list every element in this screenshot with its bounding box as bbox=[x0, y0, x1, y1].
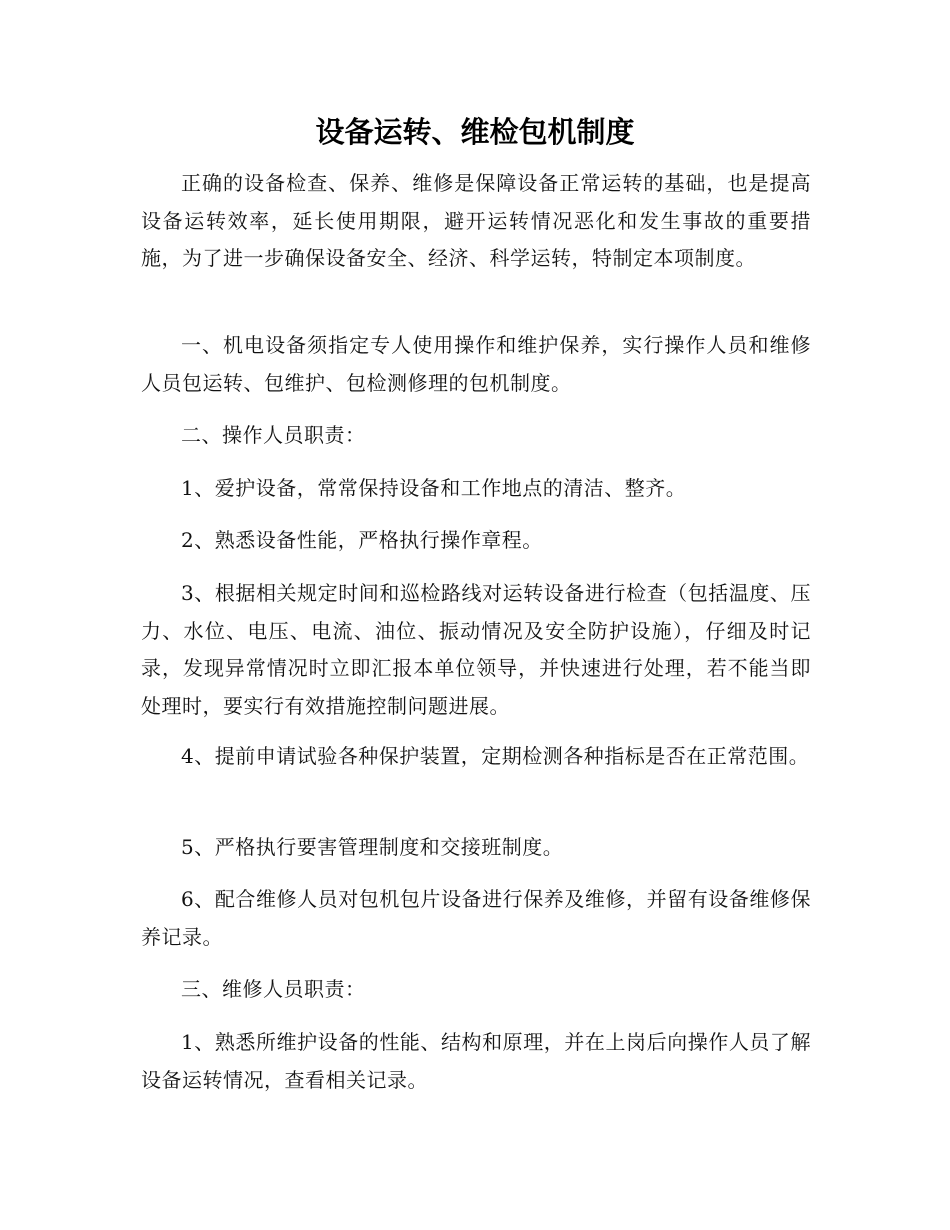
paragraph-section-1: 一、机电设备须指定专人使用操作和维护保养，实行操作人员和维修人员包运转、包维护、包检测修理的包机制度。 bbox=[141, 333, 811, 395]
operator-duty-1: 1、爱护设备，常常保持设备和工作地点的清洁、整齐。 bbox=[181, 476, 687, 500]
operator-duty-3: 3、根据相关规定时间和巡检路线对运转设备进行检查（包括温度、压力、水位、电压、电流、油位、振动情况及安全防护设施），仔细及时记录，发现异常情况时立即汇报本单位领导，并快速进行处理，若不能当即处理时，要实行有效措施控制问题进展。 bbox=[141, 581, 811, 718]
document-title: 设备运转、维检包机制度 bbox=[315, 115, 635, 149]
operator-duty-5: 5、严格执行要害管理制度和交接班制度。 bbox=[181, 835, 564, 859]
operator-duty-4: 4、提前申请试验各种保护装置，定期检测各种指标是否在正常范围。 bbox=[181, 744, 810, 768]
heading-operator-duties: 二、操作人员职责： bbox=[181, 423, 366, 447]
operator-duty-2: 2、熟悉设备性能，严格执行操作章程。 bbox=[181, 528, 543, 552]
operator-duty-6: 6、配合维修人员对包机包片设备进行保养及维修，并留有设备维修保养记录。 bbox=[141, 887, 811, 949]
heading-maintenance-duties: 三、维修人员职责： bbox=[181, 977, 366, 1001]
maintenance-duty-1: 1、熟悉所维护设备的性能、结构和原理，并在上岗后向操作人员了解设备运转情况，查看相关记录。 bbox=[141, 1030, 811, 1092]
intro-paragraph: 正确的设备检查、保养、维修是保障设备正常运转的基础，也是提高设备运转效率，延长使用期限，避开运转情况恶化和发生事故的重要措施，为了进一步确保设备安全、经济、科学运转，特制定本项制度。 bbox=[141, 171, 811, 270]
